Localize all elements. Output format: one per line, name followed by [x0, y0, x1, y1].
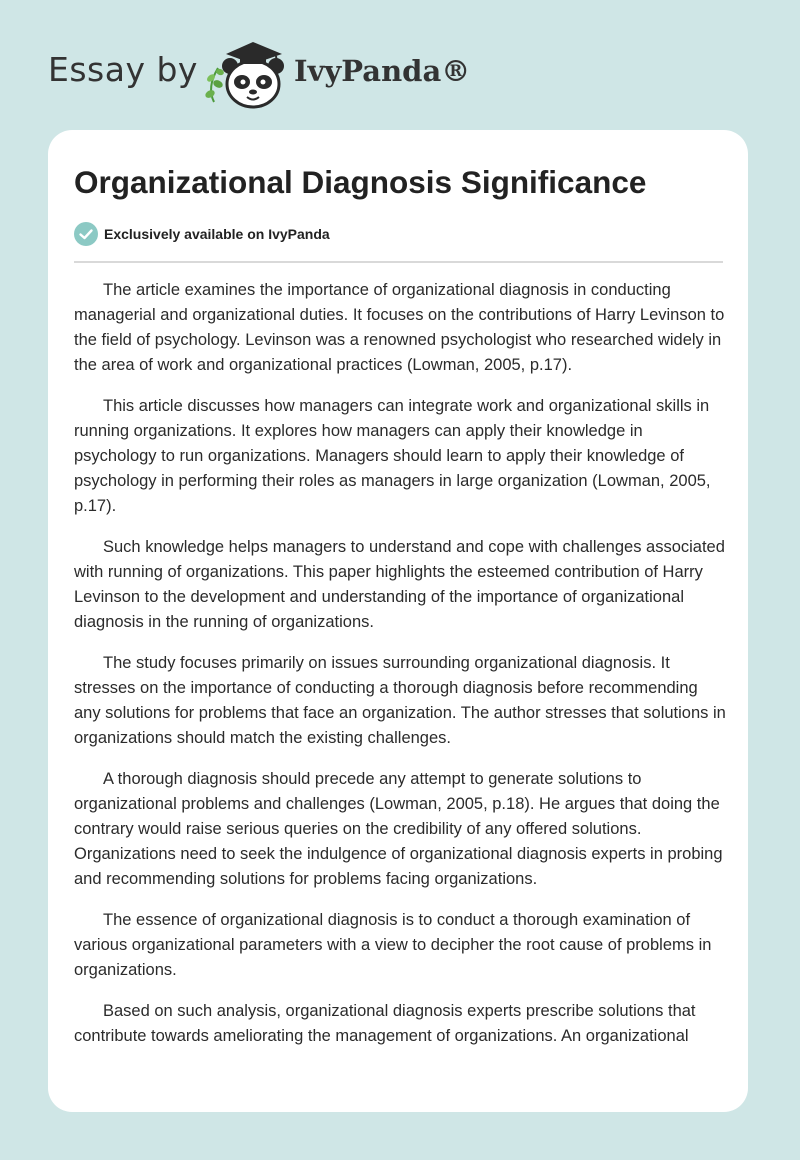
- brand-prefix: Essay by: [48, 50, 198, 89]
- page-title: Organizational Diagnosis Significance: [74, 164, 647, 200]
- paragraph: The essence of organizational diagnosis is to conduct a thorough examination of various organizational parameters with a view to decipher the root cause of problems in organizations.: [74, 911, 712, 979]
- paragraph: A thorough diagnosis should precede any attempt to generate solutions to organizational problems and challenges (Lowman, 2005, p.18). He argues that doing the contrary would raise serious queries on the credibility of any offered solutions. Organizations need to seek the indulgence of organizational diagnosis experts in probing and recommending solutions for problems facing organizations.: [74, 770, 723, 888]
- badge-text: Exclusively available on IvyPanda: [104, 226, 330, 242]
- essay-card: [48, 130, 748, 1112]
- divider: [74, 261, 723, 263]
- paragraph: Such knowledge helps managers to understand and cope with challenges associated with running of organizations. This paper highlights the esteemed contribution of Harry Levinson to the development and understanding of the importance of organizational diagnosis in the running of organizations.: [74, 538, 725, 631]
- paragraph: This article discusses how managers can integrate work and organizational skills in running organizations. It explores how managers can apply their knowledge in psychology to run organizations. Managers should learn to apply their knowledge of psychology in performing their roles as managers in large organization (Lowman, 2005, p.17).: [74, 397, 711, 515]
- check-circle-icon: [74, 222, 98, 246]
- article-body: [74, 278, 726, 1065]
- paragraph: The article examines the importance of organizational diagnosis in conducting managerial and organizational duties. It focuses on the contributions of Harry Levinson to the field of psychology. Levinson was a renowned psychologist who researched widely in the area of work and organizational practices (Lowman, 2005, p.17).: [74, 281, 725, 374]
- exclusive-badge: [74, 222, 330, 246]
- paragraph: Based on such analysis, organizational diagnosis experts prescribe solutions that contribute towards ameliorating the management of organizations. An organizational: [74, 1002, 696, 1045]
- panda-graduate-icon[interactable]: [198, 32, 298, 112]
- brand-name[interactable]: IvyPanda®: [294, 54, 471, 88]
- site-header: [48, 30, 748, 110]
- paragraph: The study focuses primarily on issues surrounding organizational diagnosis. It stresses on the importance of conducting a thorough diagnosis before recommending any solutions for problems that face an organization. The author stresses that solutions in organizations should match the existing challenges.: [74, 654, 726, 747]
